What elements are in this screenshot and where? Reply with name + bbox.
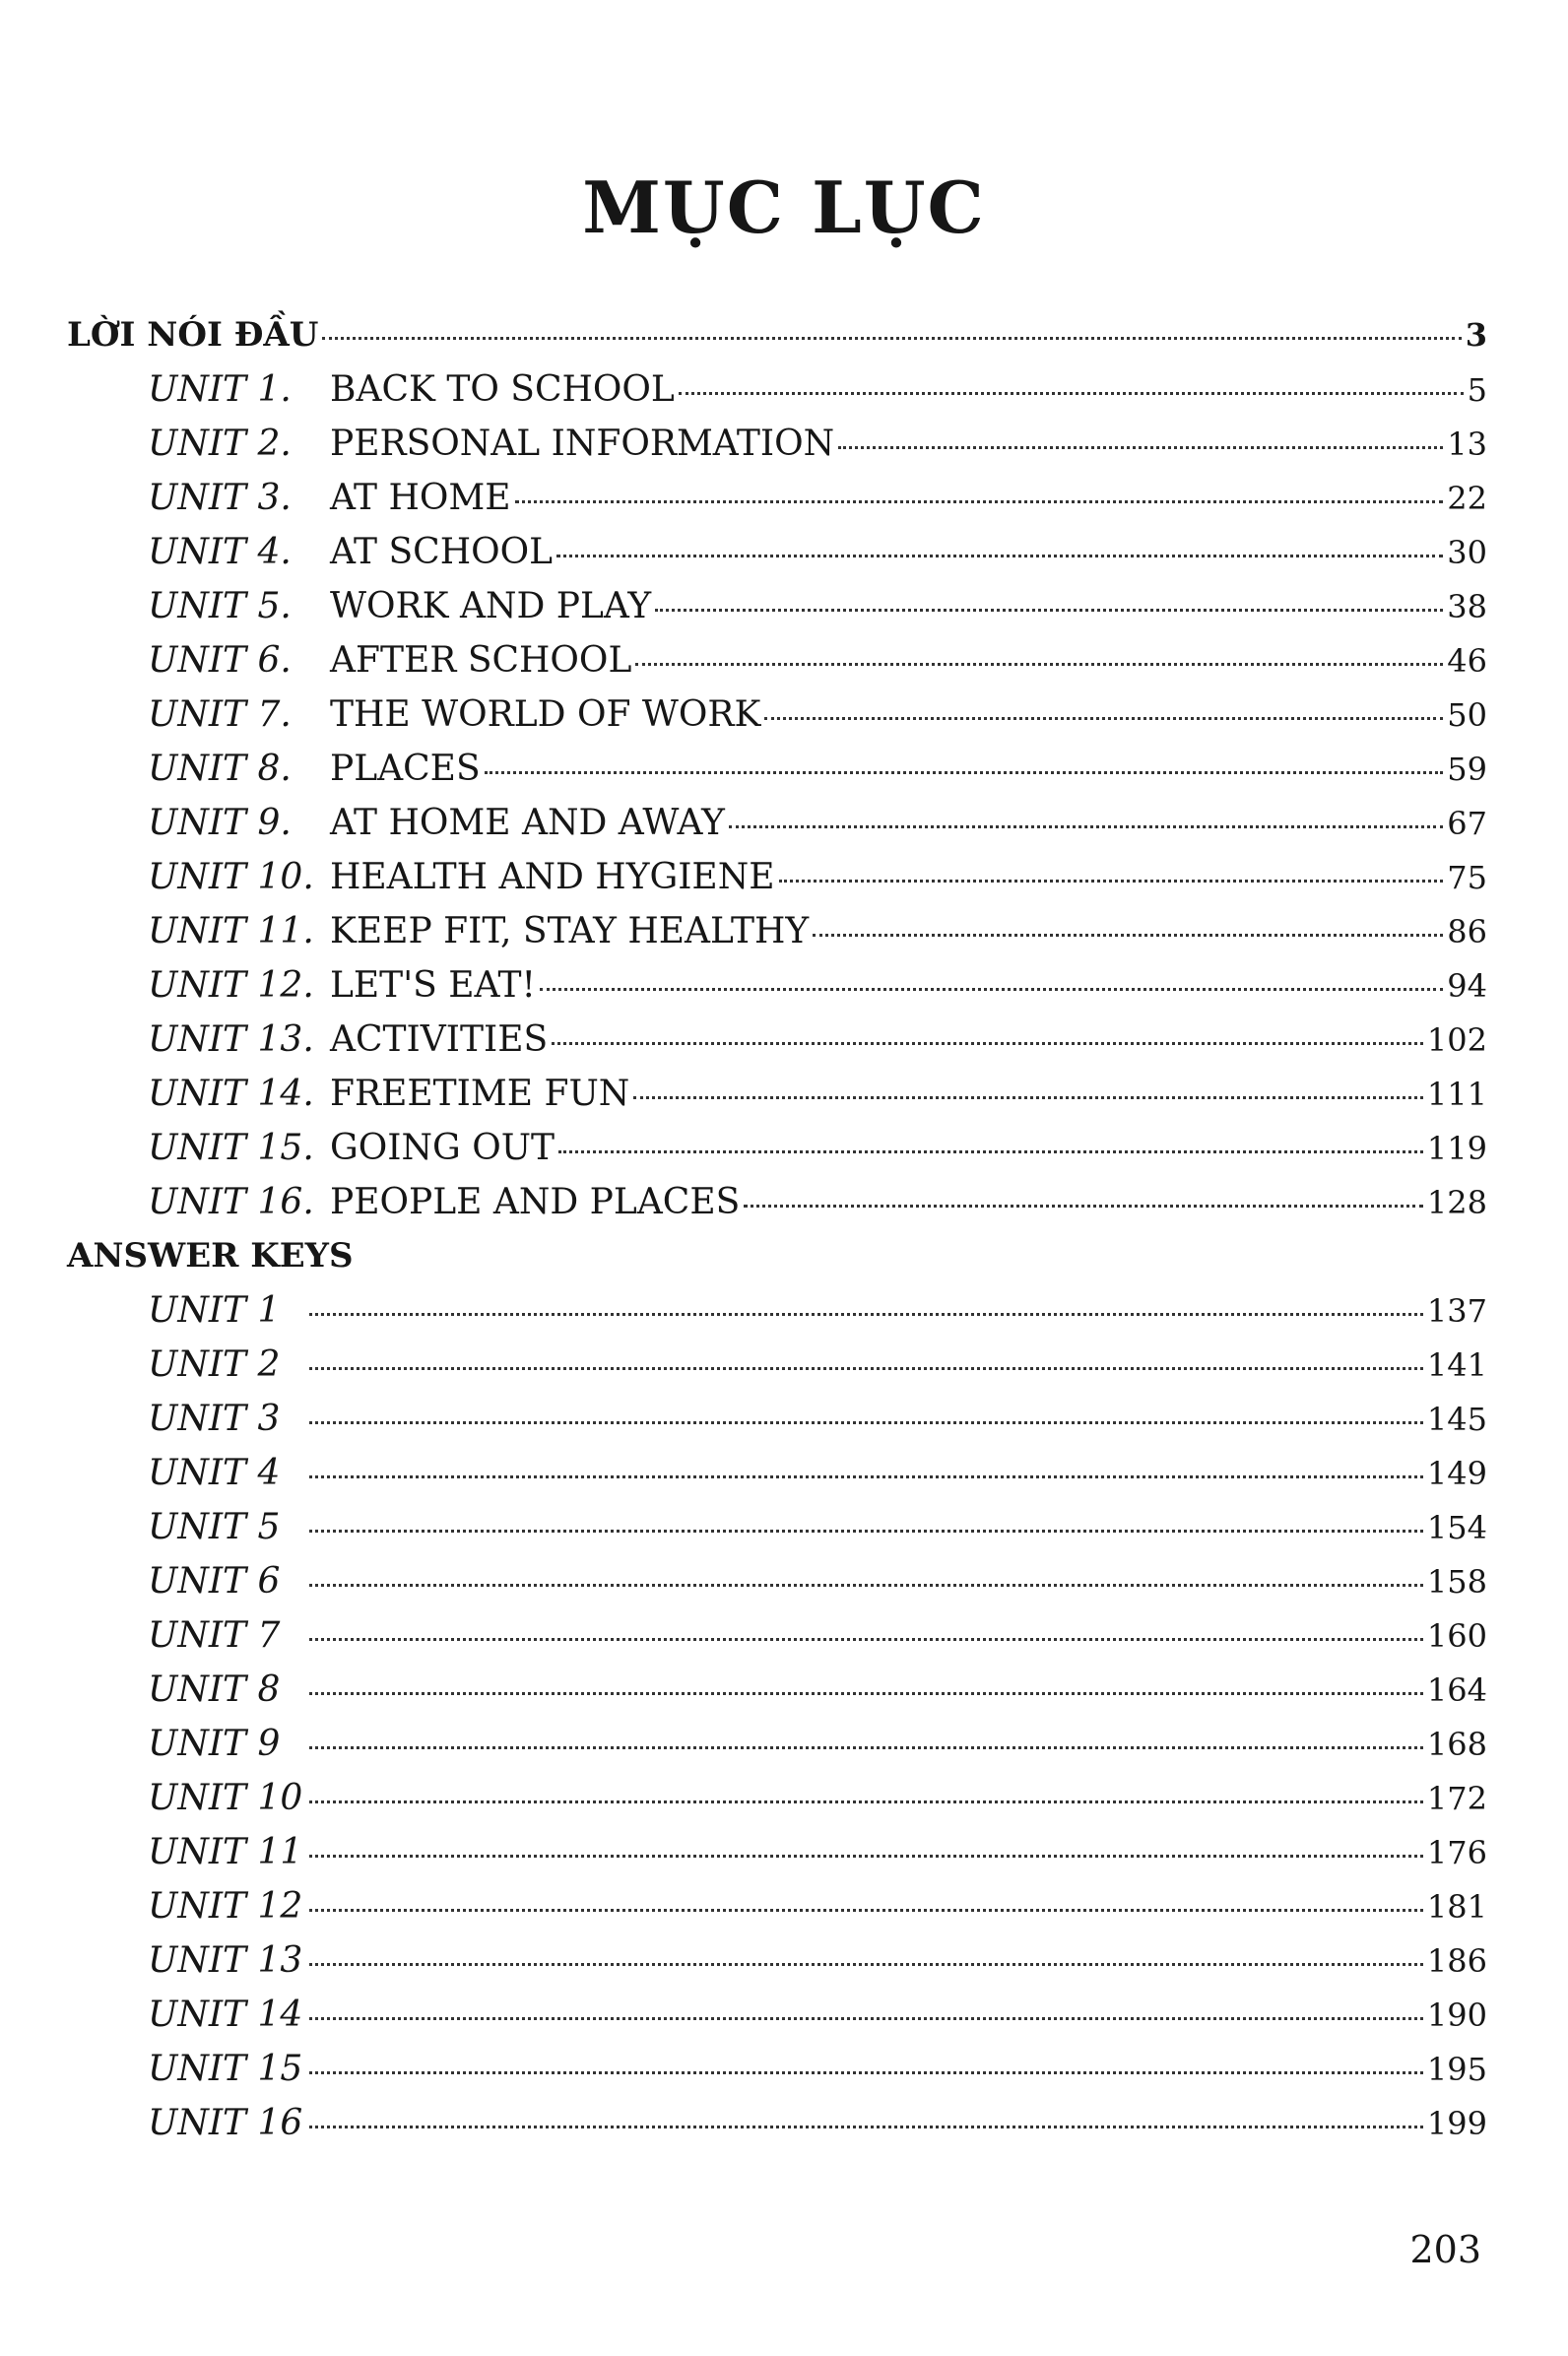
toc-entry-unit[interactable]	[67, 857, 1487, 911]
dot-leader	[515, 500, 1444, 503]
toc-entry-unit[interactable]	[67, 1019, 1487, 1074]
unit-title: HEALTH AND HYGIENE	[330, 857, 775, 897]
unit-title: KEEP FIT, STAY HEALTHY	[330, 911, 810, 951]
toc-entry-answer-key[interactable]	[67, 1778, 1487, 1832]
page-number: 67	[1447, 805, 1487, 842]
unit-number: UNIT 3.	[148, 478, 292, 518]
unit-number: UNIT 5.	[148, 586, 292, 626]
page-number: 158	[1426, 1563, 1487, 1601]
toc-entry-answer-key[interactable]	[67, 1453, 1487, 1507]
page-number: 5	[1467, 371, 1487, 409]
answer-keys-heading	[67, 1236, 1487, 1290]
dot-leader	[309, 1746, 1423, 1749]
toc-entry-unit[interactable]	[67, 749, 1487, 803]
unit-title: AT SCHOOL	[330, 532, 554, 572]
toc-entry-answer-key[interactable]	[67, 1940, 1487, 1995]
page-number: 137	[1426, 1292, 1487, 1330]
page-number: 176	[1426, 1834, 1487, 1871]
toc-entry-answer-key[interactable]	[67, 1507, 1487, 1561]
page-number: 59	[1447, 751, 1487, 788]
dot-leader	[309, 1963, 1423, 1966]
dot-leader	[309, 2017, 1423, 2020]
dot-leader	[309, 1855, 1423, 1858]
toc-entry-unit[interactable]	[67, 640, 1487, 694]
unit-title: GOING OUT	[330, 1128, 555, 1168]
unit-number: UNIT 14.	[148, 1074, 314, 1114]
preface-label: LỜI NÓI ĐẦU	[67, 315, 319, 355]
toc-entry-preface[interactable]	[67, 315, 1487, 369]
unit-number: UNIT 5	[148, 1507, 281, 1547]
page-number: 168	[1426, 1726, 1487, 1763]
page-number: 46	[1447, 642, 1487, 680]
toc-entry-unit[interactable]	[67, 1182, 1487, 1236]
page-number: 102	[1426, 1021, 1487, 1059]
unit-number: UNIT 3	[148, 1399, 281, 1439]
dot-leader	[322, 337, 1461, 340]
unit-list	[67, 369, 1487, 1236]
unit-number: UNIT 2	[148, 1344, 281, 1385]
unit-number: UNIT 12.	[148, 965, 314, 1006]
toc-entry-unit[interactable]	[67, 1074, 1487, 1128]
dot-leader	[552, 1042, 1423, 1045]
unit-title: LET'S EAT!	[330, 965, 536, 1006]
toc-entry-unit[interactable]	[67, 911, 1487, 965]
unit-number: UNIT 10.	[148, 857, 314, 897]
unit-number: UNIT 9.	[148, 803, 292, 843]
unit-number: UNIT 8.	[148, 749, 292, 789]
dot-leader	[540, 988, 1443, 991]
dot-leader	[309, 1421, 1423, 1424]
page-title: MỤC LỤC	[582, 165, 986, 249]
unit-title: PLACES	[330, 749, 481, 789]
toc-entry-unit[interactable]	[67, 694, 1487, 749]
page-folio: 203	[1409, 2228, 1481, 2271]
dot-leader	[309, 1909, 1423, 1912]
toc-entry-answer-key[interactable]	[67, 1669, 1487, 1724]
page-number: 119	[1426, 1130, 1487, 1167]
page-number: 181	[1426, 1888, 1487, 1926]
dot-leader	[309, 1692, 1423, 1695]
unit-number: UNIT 12	[148, 1886, 303, 1927]
dot-leader	[309, 1530, 1423, 1533]
toc-entry-answer-key[interactable]	[67, 1399, 1487, 1453]
unit-number: UNIT 11	[148, 1832, 303, 1872]
page-number: 141	[1426, 1346, 1487, 1384]
page-number: 190	[1426, 1996, 1487, 2034]
dot-leader	[485, 771, 1444, 774]
unit-title: AFTER SCHOOL	[330, 640, 632, 681]
unit-number: UNIT 2.	[148, 424, 292, 464]
unit-number: UNIT 11.	[148, 911, 314, 951]
dot-leader	[309, 1800, 1423, 1803]
unit-number: UNIT 6.	[148, 640, 292, 681]
unit-title: WORK AND PLAY	[330, 586, 652, 626]
unit-title: ACTIVITIES	[330, 1019, 549, 1060]
answer-keys-list	[67, 1290, 1487, 2157]
dot-leader	[309, 1475, 1423, 1478]
page-number: 94	[1447, 967, 1487, 1005]
toc-entry-unit[interactable]	[67, 586, 1487, 640]
toc-entry-unit[interactable]	[67, 478, 1487, 532]
page-number: 38	[1447, 588, 1487, 625]
answer-keys-label: ANSWER KEYS	[67, 1236, 354, 1276]
unit-number: UNIT 8	[148, 1669, 281, 1710]
page-number: 199	[1426, 2105, 1487, 2142]
unit-number: UNIT 15	[148, 2049, 303, 2089]
unit-number: UNIT 13.	[148, 1019, 314, 1060]
unit-number: UNIT 15.	[148, 1128, 314, 1168]
toc-entry-unit[interactable]	[67, 369, 1487, 424]
table-of-contents	[67, 315, 1487, 2157]
unit-number: UNIT 4	[148, 1453, 281, 1493]
page-number: 86	[1447, 913, 1487, 950]
dot-leader	[744, 1205, 1423, 1208]
toc-entry-unit[interactable]	[67, 1128, 1487, 1182]
toc-entry-unit[interactable]	[67, 424, 1487, 478]
page-number: 13	[1447, 425, 1487, 463]
dot-leader	[309, 2071, 1423, 2074]
dot-leader	[633, 1096, 1423, 1099]
unit-title: FREETIME FUN	[330, 1074, 630, 1114]
page-number: 160	[1426, 1617, 1487, 1655]
dot-leader	[309, 1638, 1423, 1641]
page-number: 172	[1426, 1780, 1487, 1817]
dot-leader	[813, 934, 1443, 937]
unit-number: UNIT 13	[148, 1940, 303, 1981]
page-number: 149	[1426, 1455, 1487, 1492]
toc-entry-answer-key[interactable]	[67, 1615, 1487, 1669]
toc-entry-unit[interactable]	[67, 965, 1487, 1019]
unit-title: PEOPLE AND PLACES	[330, 1182, 741, 1222]
page-number: 154	[1426, 1509, 1487, 1546]
dot-leader	[558, 1150, 1423, 1153]
dot-leader	[838, 446, 1443, 449]
unit-title: PERSONAL INFORMATION	[330, 424, 835, 464]
page-number: 30	[1447, 534, 1487, 571]
dot-leader	[679, 392, 1464, 395]
dot-leader	[764, 717, 1443, 720]
unit-number: UNIT 14	[148, 1995, 303, 2035]
page-number: 111	[1426, 1076, 1487, 1113]
unit-number: UNIT 1	[148, 1290, 281, 1331]
toc-entry-answer-key[interactable]	[67, 2103, 1487, 2157]
unit-number: UNIT 6	[148, 1561, 281, 1602]
dot-leader	[655, 609, 1443, 612]
page-number: 195	[1426, 2051, 1487, 2088]
dot-leader	[309, 1367, 1423, 1370]
dot-leader	[556, 555, 1443, 557]
page-number: 128	[1426, 1184, 1487, 1221]
unit-number: UNIT 7.	[148, 694, 292, 735]
toc-entry-answer-key[interactable]	[67, 1344, 1487, 1399]
toc-entry-answer-key[interactable]	[67, 1832, 1487, 1886]
page-number: 186	[1426, 1942, 1487, 1980]
page-number: 50	[1447, 696, 1487, 734]
page-number: 145	[1426, 1401, 1487, 1438]
dot-leader	[309, 2126, 1423, 2128]
unit-number: UNIT 1.	[148, 369, 292, 410]
unit-number: UNIT 4.	[148, 532, 292, 572]
unit-number: UNIT 16	[148, 2103, 303, 2143]
unit-title: BACK TO SCHOOL	[330, 369, 675, 410]
toc-entry-answer-key[interactable]	[67, 2049, 1487, 2103]
unit-number: UNIT 16.	[148, 1182, 314, 1222]
toc-entry-answer-key[interactable]	[67, 1886, 1487, 1940]
unit-title: AT HOME	[330, 478, 511, 518]
unit-number: UNIT 7	[148, 1615, 281, 1656]
toc-entry-answer-key[interactable]	[67, 1995, 1487, 2049]
page-number: 75	[1447, 859, 1487, 896]
page-number: 22	[1447, 480, 1487, 517]
page-number: 3	[1465, 316, 1487, 354]
dot-leader	[729, 825, 1443, 828]
dot-leader	[309, 1313, 1423, 1316]
dot-leader	[779, 880, 1444, 883]
dot-leader	[635, 663, 1443, 666]
toc-entry-answer-key[interactable]	[67, 1724, 1487, 1778]
page-number: 164	[1426, 1671, 1487, 1709]
unit-title: AT HOME AND AWAY	[330, 803, 725, 843]
unit-title: THE WORLD OF WORK	[330, 694, 761, 735]
toc-entry-unit[interactable]	[67, 803, 1487, 857]
unit-number: UNIT 9	[148, 1724, 281, 1764]
unit-number: UNIT 10	[148, 1778, 303, 1818]
toc-entry-answer-key[interactable]	[67, 1561, 1487, 1615]
toc-entry-unit[interactable]	[67, 532, 1487, 586]
dot-leader	[309, 1584, 1423, 1587]
toc-entry-answer-key[interactable]	[67, 1290, 1487, 1344]
